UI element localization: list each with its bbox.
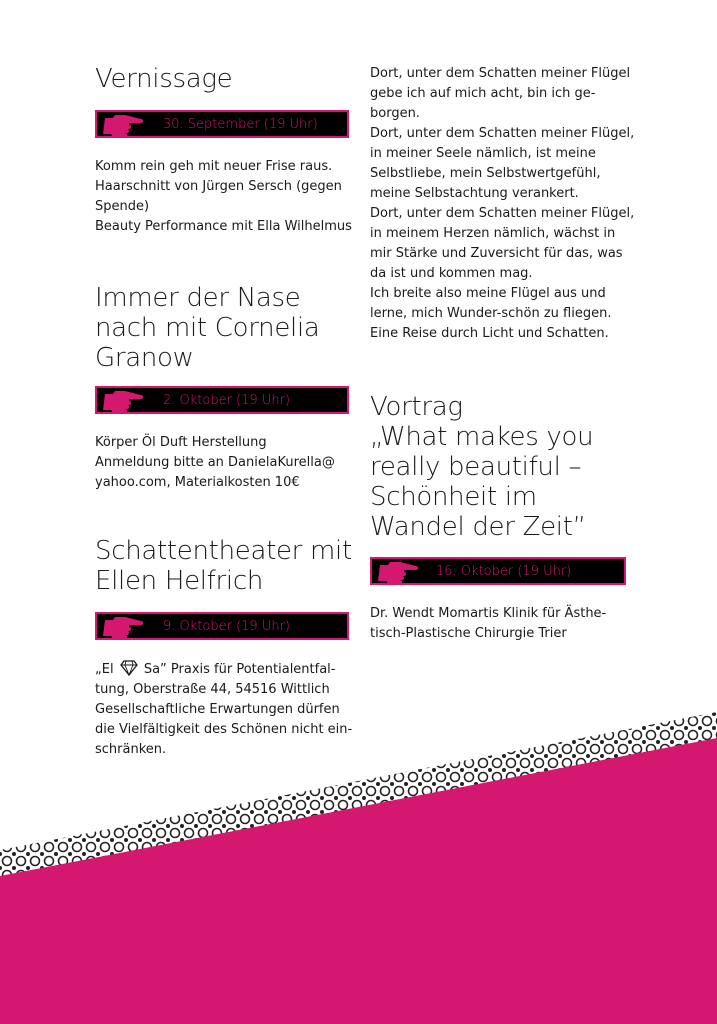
event-title-schattentheater: Schattentheater mit Ellen Helfrich [95, 536, 352, 596]
body-line: tisch-Plastische Chirurgie Trier [370, 626, 567, 641]
poem-line: lerne, mich Wunder-schön zu fliegen. [370, 306, 612, 321]
poem-line: gebe ich auf mich acht, bin ich ge- [370, 86, 596, 101]
event-date: 2. Oktober (19 Uhr) [163, 392, 290, 408]
poem-line: Dort, unter dem Schatten meiner Flügel, [370, 126, 635, 141]
poem-line: Eine Reise durch Licht und Schatten. [370, 326, 609, 341]
date-bar [95, 386, 349, 414]
poem-line: Dort, unter dem Schatten meiner Flügel [370, 66, 631, 81]
poem-text [370, 64, 635, 344]
event-title-vernissage: Vernissage [95, 64, 233, 94]
pink-area [0, 738, 717, 1024]
poem-line: Selbstliebe, mein Selbstwertgefühl, [370, 166, 601, 181]
body-line: Anmeldung bitte an DanielaKurella@ [95, 455, 335, 470]
pointing-hand-icon [376, 559, 420, 583]
body-line: Komm rein geh mit neuer Frise raus. [95, 159, 333, 174]
poem-line: meine Selbstachtung verankert. [370, 186, 579, 201]
date-bar [95, 612, 349, 640]
pointing-hand-icon [101, 388, 145, 412]
event-date: 30. September (19 Uhr) [163, 116, 318, 132]
body-line: Gesellschaftliche Erwartungen dürfen [95, 702, 340, 717]
event-title-nase: Immer der Nase nach mit Cornelia Granow [95, 283, 320, 373]
body-line: Dr. Wendt Momartis Klinik für Ästhe- [370, 606, 607, 621]
poem-line: borgen. [370, 106, 420, 121]
event-date: 16. Oktober (19 Uhr) [436, 563, 572, 579]
poem-line: da ist und kommen mag. [370, 266, 533, 281]
poem-line: in meiner Seele nämlich, ist meine [370, 146, 596, 161]
poem-line: Ich breite also meine Flügel aus und [370, 286, 606, 301]
poem-line: in meinem Herzen nämlich, wächst in [370, 226, 616, 241]
body-line: „El Sa” Praxis für Potentialentfal- [95, 662, 336, 677]
event-title-vortrag: Vortrag „What makes you really beautiful – Schönheit im Wandel der Zeit” [370, 392, 594, 542]
event-description [95, 157, 355, 237]
body-line: Beauty Performance mit Ella Wilhelmus [95, 219, 352, 234]
event-description [370, 604, 630, 644]
body-line: Haarschnitt von Jürgen Sersch (gegen [95, 179, 342, 194]
body-line: schränken. [95, 742, 167, 757]
body-line: Spende) [95, 199, 150, 214]
body-line: Körper Öl Duft Herstellung [95, 435, 267, 450]
date-bar [370, 557, 626, 585]
event-date: 9. Oktober (19 Uhr) [163, 618, 290, 634]
diamond-icon [120, 660, 138, 676]
pointing-hand-icon [101, 614, 145, 638]
event-description [95, 660, 357, 760]
date-bar [95, 110, 349, 138]
event-description [95, 433, 355, 493]
body-line: yahoo.com, Materialkosten 10€ [95, 475, 300, 490]
body-line: die Vielfältigkeit des Schönen nicht ein- [95, 722, 353, 737]
body-line: tung, Oberstraße 44, 54516 Wittlich [95, 682, 330, 697]
pointing-hand-icon [101, 112, 145, 136]
poem-line: Dort, unter dem Schatten meiner Flügel, [370, 206, 635, 221]
poem-line: mir Stärke und Zuversicht für das, was [370, 246, 623, 261]
